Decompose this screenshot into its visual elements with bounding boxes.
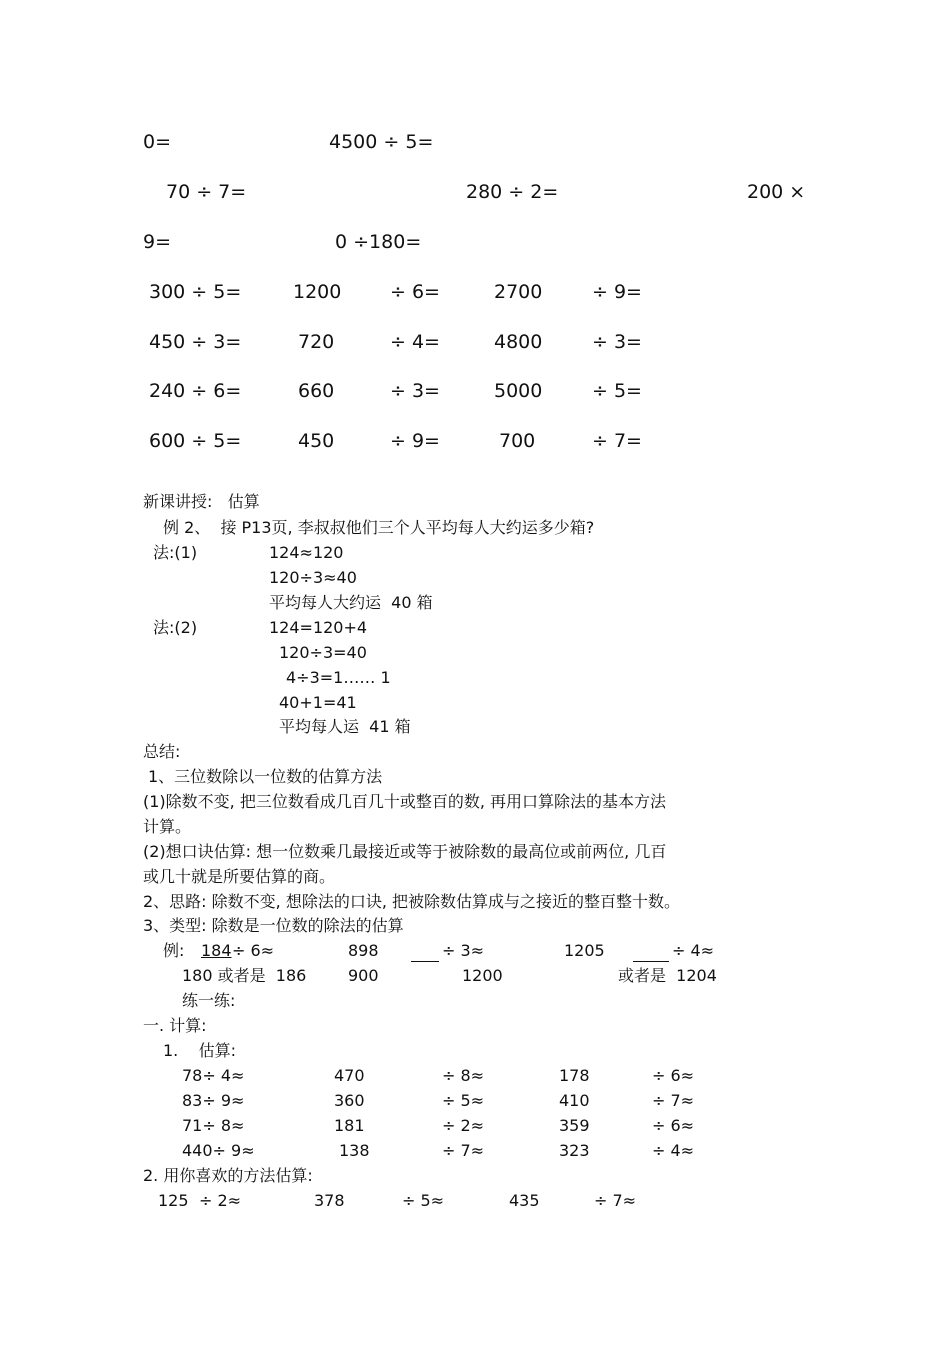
grid-cell: 240 ÷ 6= (149, 380, 242, 402)
example-dividend: 184 (201, 941, 232, 960)
blank-underline (411, 961, 439, 962)
method-step: 平均每人大约运 40 箱 (269, 593, 433, 612)
practice-cell: ÷ 6≈ (652, 1066, 695, 1085)
summary-line: 1、三位数除以一位数的估算方法 (148, 767, 383, 786)
section-heading: 一. 计算: (143, 1016, 207, 1035)
practice-cell: ÷ 7≈ (652, 1091, 695, 1110)
summary-line: 3、类型: 除数是一位数的除法的估算 (143, 916, 404, 935)
example-label: 例: (163, 941, 185, 960)
grid-cell: 700 (499, 430, 536, 452)
practice-cell: 71÷ 8≈ (182, 1116, 245, 1135)
example-answer: 180 或者是 186 (182, 966, 307, 985)
equation: 0 ÷180= (335, 231, 422, 253)
method-step: 平均每人运 41 箱 (279, 717, 411, 736)
grid-cell: ÷ 4= (390, 331, 440, 353)
practice-cell: 359 (559, 1116, 590, 1135)
example-answer: 或者是 1204 (618, 966, 717, 985)
practice-cell: 440÷ 9≈ (182, 1141, 255, 1160)
method-step: 4÷3=1…… 1 (286, 668, 391, 687)
practice-cell: ÷ 7≈ (594, 1191, 637, 1210)
summary-line: 或几十就是所要估算的商。 (143, 867, 336, 886)
method-step: 120÷3≈40 (269, 568, 357, 587)
item-heading: 2. 用你喜欢的方法估算: (143, 1166, 313, 1185)
practice-cell: ÷ 7≈ (442, 1141, 485, 1160)
example-answer: 1200 (462, 966, 503, 985)
example-answer: 900 (348, 966, 379, 985)
summary-line: (1)除数不变, 把三位数看成几百几十或整百的数, 再用口算除法的基本方法 (143, 792, 667, 811)
grid-cell: ÷ 3= (390, 380, 440, 402)
lesson-heading: 新课讲授: 估算 (143, 492, 260, 511)
practice-cell: 178 (559, 1066, 590, 1085)
practice-cell: 435 (509, 1191, 540, 1210)
practice-cell: 470 (334, 1066, 365, 1085)
method-label: 法:(1) (153, 543, 198, 562)
grid-cell: ÷ 6= (390, 281, 440, 303)
grid-cell: ÷ 3= (592, 331, 642, 353)
practice-cell: 378 (314, 1191, 345, 1210)
method-label: 法:(2) (153, 618, 198, 637)
method-step: 40+1=41 (279, 693, 357, 712)
example-dividend: 898 (348, 941, 379, 960)
grid-cell: 720 (298, 331, 335, 353)
example-divisor: ÷ 6≈ (232, 941, 275, 960)
practice-cell: 360 (334, 1091, 365, 1110)
grid-cell: 5000 (494, 380, 543, 402)
equation: 280 ÷ 2= (466, 181, 559, 203)
practice-cell: 83÷ 9≈ (182, 1091, 245, 1110)
grid-cell: ÷ 5= (592, 380, 642, 402)
method-step: 124≈120 (269, 543, 344, 562)
equation: 4500 ÷ 5= (329, 131, 434, 153)
summary-line: 2、思路: 除数不变, 想除法的口诀, 把被除数估算成与之接近的整百整十数。 (143, 892, 681, 911)
practice-cell: ÷ 2≈ (199, 1191, 242, 1210)
practice-cell: ÷ 4≈ (652, 1141, 695, 1160)
practice-cell: 138 (339, 1141, 370, 1160)
grid-cell: 450 (298, 430, 335, 452)
grid-cell: 300 ÷ 5= (149, 281, 242, 303)
method-step: 120÷3=40 (279, 643, 367, 662)
grid-cell: ÷ 9= (592, 281, 642, 303)
equation: 200 × (747, 181, 806, 203)
grid-cell: 1200 (293, 281, 342, 303)
grid-cell: ÷ 9= (390, 430, 440, 452)
equation: 70 ÷ 7= (166, 181, 247, 203)
practice-title: 练一练: (182, 991, 236, 1010)
practice-cell: 323 (559, 1141, 590, 1160)
practice-cell: ÷ 8≈ (442, 1066, 485, 1085)
practice-cell: 78÷ 4≈ (182, 1066, 245, 1085)
grid-cell: 600 ÷ 5= (149, 430, 242, 452)
summary-line: (2)想口诀估算: 想一位数乘几最接近或等于被除数的最高位或前两位, 几百 (143, 842, 667, 861)
grid-cell: 4800 (494, 331, 543, 353)
grid-cell: 2700 (494, 281, 543, 303)
grid-cell: ÷ 7= (592, 430, 642, 452)
practice-cell: ÷ 6≈ (652, 1116, 695, 1135)
example-dividend: 1205 (564, 941, 605, 960)
practice-cell: ÷ 5≈ (402, 1191, 445, 1210)
example-divisor: ÷ 3≈ (442, 941, 485, 960)
equation: 9= (143, 231, 172, 253)
practice-cell: 410 (559, 1091, 590, 1110)
practice-cell: ÷ 2≈ (442, 1116, 485, 1135)
example-text: 例 2、 接 P13页, 李叔叔他们三个人平均每人大约运多少箱? (163, 518, 595, 537)
blank-underline (633, 961, 669, 962)
method-step: 124=120+4 (269, 618, 368, 637)
item-heading: 1. 估算: (163, 1041, 237, 1060)
practice-cell: 125 (158, 1191, 189, 1210)
practice-cell: ÷ 5≈ (442, 1091, 485, 1110)
practice-cell: 181 (334, 1116, 365, 1135)
grid-cell: 660 (298, 380, 335, 402)
summary-line: 计算。 (143, 817, 192, 836)
example-divisor: ÷ 4≈ (672, 941, 715, 960)
summary-title: 总结: (143, 742, 181, 761)
equation: 0= (143, 131, 172, 153)
grid-cell: 450 ÷ 3= (149, 331, 242, 353)
